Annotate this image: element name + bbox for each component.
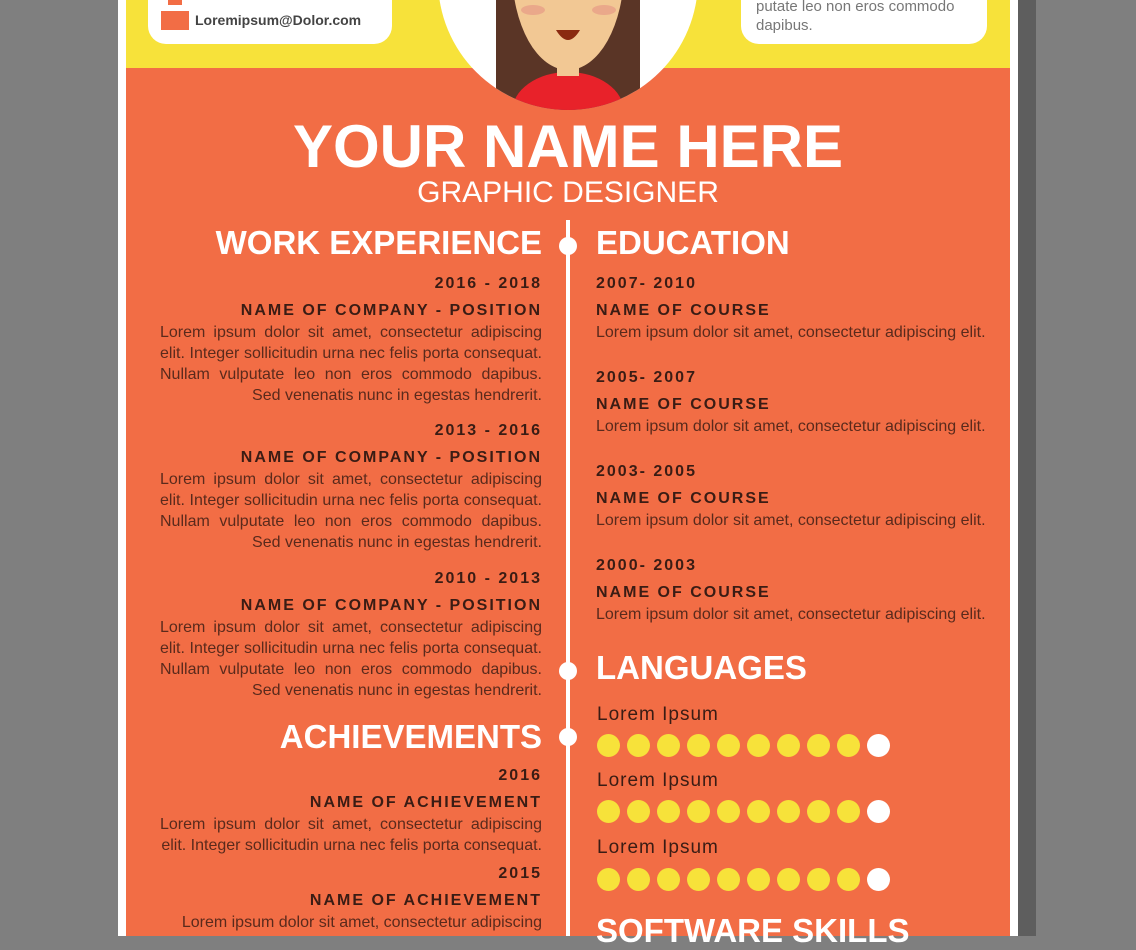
work-experience-heading: WORK EXPERIENCE — [215, 224, 542, 261]
education-item — [596, 556, 996, 625]
achievement-title: NAME OF ACHIEVEMENT — [309, 794, 542, 811]
email-text: Loremipsum@Dolor.com — [195, 12, 362, 28]
rating-dot-filled — [807, 800, 830, 823]
rating-dot-filled — [687, 800, 710, 823]
education-date: 2003- 2005 — [596, 463, 697, 480]
work-text: Lorem ipsum dolor sit amet, consectetur adipiscing elit. Integer sollicitudin urna nec felis porta consequat. Nullam vulputate leo non eros commodo dapibus. Sed venenatis nunc in egestas hendrerit. — [160, 471, 542, 551]
work-item — [160, 421, 542, 553]
rating-dot-filled — [687, 734, 710, 757]
candidate-name: YOUR NAME HERE — [292, 113, 844, 180]
rating-dot-filled — [597, 868, 620, 891]
work-title: NAME OF COMPANY - POSITION — [240, 302, 542, 319]
language-name: Lorem Ipsum — [597, 704, 719, 725]
work-title: NAME OF COMPANY - POSITION — [240, 449, 542, 466]
education-text: Lorem ipsum dolor sit amet, consectetur adipiscing elit. — [596, 418, 986, 435]
language-rating — [597, 868, 890, 891]
timeline-dot — [559, 237, 577, 255]
work-text: Lorem ipsum dolor sit amet, consectetur adipiscing elit. Integer sollicitudin urna nec felis porta consequat. Nullam vulputate leo non eros commodo dapibus. Sed venenatis nunc in egestas hendrerit. — [160, 324, 542, 404]
rating-dot-filled — [807, 734, 830, 757]
education-heading: EDUCATION — [596, 224, 790, 261]
rating-dot-empty — [867, 868, 890, 891]
achievement-date: 2016 — [498, 767, 542, 784]
education-item — [596, 274, 996, 343]
rating-dot-filled — [777, 734, 800, 757]
rating-dot-filled — [837, 868, 860, 891]
achievement-text: Lorem ipsum dolor sit amet, consectetur adipiscing elit. Integer sollicitudin urna nec felis porta consequat. — [160, 816, 542, 854]
rating-dot-filled — [777, 868, 800, 891]
language-name: Lorem Ipsum — [597, 837, 719, 858]
work-date: 2013 - 2016 — [434, 422, 542, 439]
education-date: 2007- 2010 — [596, 275, 697, 292]
rating-dot-filled — [837, 800, 860, 823]
education-title: NAME OF COURSE — [596, 396, 771, 413]
page-shadow — [1018, 0, 1036, 936]
achievement-date: 2015 — [498, 865, 542, 882]
education-title: NAME OF COURSE — [596, 302, 771, 319]
rating-dot-filled — [597, 800, 620, 823]
phone-icon — [168, 0, 182, 5]
education-date: 2000- 2003 — [596, 557, 697, 574]
language-rating — [597, 734, 890, 757]
rating-dot-filled — [597, 734, 620, 757]
rating-dot-filled — [627, 734, 650, 757]
timeline-line — [566, 220, 570, 936]
work-item — [160, 569, 542, 701]
education-item — [596, 462, 996, 531]
timeline-dot — [559, 662, 577, 680]
candidate-role: GRAPHIC DESIGNER — [417, 176, 719, 209]
work-text: Lorem ipsum dolor sit amet, consectetur adipiscing elit. Integer sollicitudin urna nec felis porta consequat. Nullam vulputate leo non eros commodo dapibus. Sed venenatis nunc in egestas hendrerit. — [160, 619, 542, 699]
languages-heading: LANGUAGES — [596, 649, 807, 686]
education-item — [596, 368, 996, 437]
work-title: NAME OF COMPANY - POSITION — [240, 597, 542, 614]
rating-dot-filled — [627, 868, 650, 891]
work-item — [160, 274, 542, 406]
rating-dot-filled — [657, 868, 680, 891]
rating-dot-filled — [717, 800, 740, 823]
mail-icon — [161, 11, 189, 30]
rating-dot-filled — [687, 868, 710, 891]
education-date: 2005- 2007 — [596, 369, 697, 386]
about-text: putate leo non eros commodo dapibus. — [756, 0, 955, 34]
rating-dot-filled — [807, 868, 830, 891]
rating-dot-filled — [747, 734, 770, 757]
achievement-title: NAME OF ACHIEVEMENT — [309, 892, 542, 909]
work-date: 2016 - 2018 — [434, 275, 542, 292]
timeline-dot — [559, 728, 577, 746]
rating-dot-filled — [837, 734, 860, 757]
rating-dot-filled — [717, 868, 740, 891]
rating-dot-filled — [657, 734, 680, 757]
education-title: NAME OF COURSE — [596, 584, 771, 601]
rating-dot-filled — [747, 800, 770, 823]
education-text: Lorem ipsum dolor sit amet, consectetur adipiscing elit. — [596, 606, 986, 623]
education-text: Lorem ipsum dolor sit amet, consectetur adipiscing elit. — [596, 512, 986, 529]
rating-dot-filled — [657, 800, 680, 823]
achievements-heading: ACHIEVEMENTS — [279, 718, 542, 755]
language-name: Lorem Ipsum — [597, 770, 719, 791]
achievement-item — [160, 766, 542, 856]
education-text: Lorem ipsum dolor sit amet, consectetur adipiscing elit. — [596, 324, 986, 341]
rating-dot-empty — [867, 734, 890, 757]
rating-dot-filled — [717, 734, 740, 757]
education-title: NAME OF COURSE — [596, 490, 771, 507]
rating-dot-filled — [777, 800, 800, 823]
work-date: 2010 - 2013 — [434, 570, 542, 587]
rating-dot-filled — [627, 800, 650, 823]
achievement-item — [160, 864, 542, 933]
language-rating — [597, 800, 890, 823]
rating-dot-filled — [747, 868, 770, 891]
rating-dot-empty — [867, 800, 890, 823]
software-skills-heading: SOFTWARE SKILLS — [596, 912, 910, 949]
achievement-text: Lorem ipsum dolor sit amet, consectetur adipiscing — [181, 914, 542, 931]
